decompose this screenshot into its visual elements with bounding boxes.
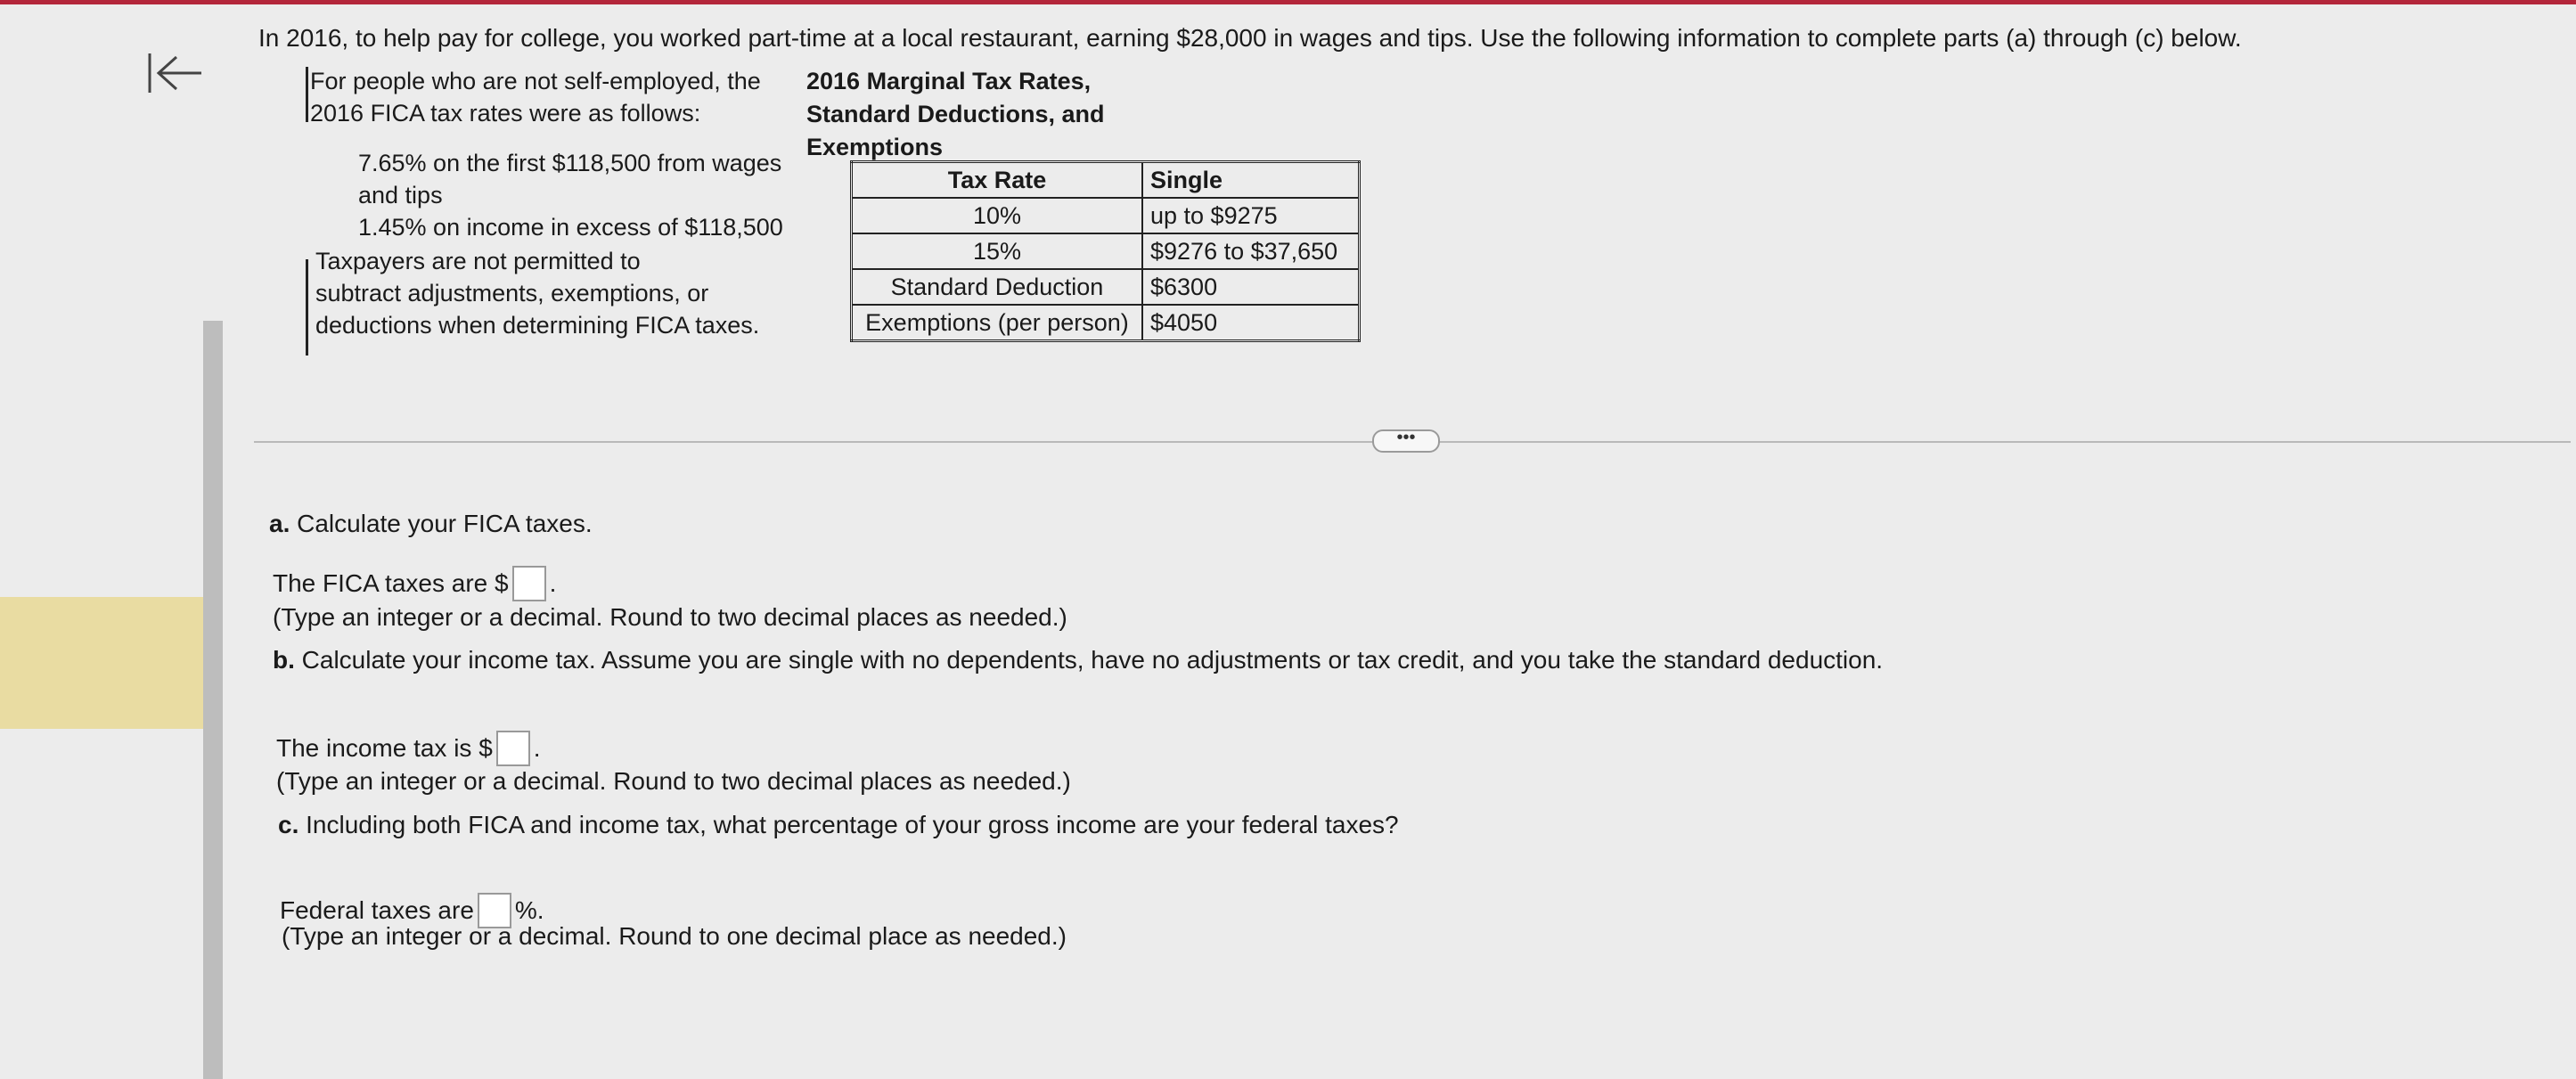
part-b-answer-line bbox=[276, 731, 541, 766]
part-c-letter: c. bbox=[278, 811, 299, 838]
table-row bbox=[852, 269, 1360, 305]
fica-rate1b: and tips bbox=[358, 182, 443, 208]
part-b-hint: (Type an integer or a decimal. Round to two decimal places as needed.) bbox=[276, 767, 1071, 795]
fica-info-box bbox=[307, 65, 841, 341]
fica-rate2: 1.45% on income in excess of $118,500 bbox=[358, 214, 783, 241]
rates-title-line2: Standard Deductions, and bbox=[806, 101, 1105, 127]
fica-note3: deductions when determining FICA taxes. bbox=[315, 312, 760, 339]
part-a-answer-prefix: The FICA taxes are $ bbox=[273, 569, 509, 597]
table-row bbox=[852, 198, 1360, 233]
row-label: Exemptions (per person) bbox=[852, 305, 1143, 341]
fica-taxes-input[interactable] bbox=[512, 566, 546, 601]
fica-line1: For people who are not self-employed, the bbox=[310, 68, 761, 94]
left-scrollbar-track[interactable] bbox=[203, 321, 223, 1079]
part-c-text: Including both FICA and income tax, what percentage of your gross income are your federal taxes? bbox=[298, 811, 1399, 838]
row-value: $4050 bbox=[1142, 305, 1360, 341]
arrow-left-bar-icon bbox=[143, 46, 214, 100]
rates-title-line1: 2016 Marginal Tax Rates, bbox=[806, 68, 1092, 94]
rates-table-title bbox=[806, 65, 1163, 164]
part-b-letter: b. bbox=[273, 646, 295, 674]
more-options-button[interactable]: ••• bbox=[1372, 429, 1440, 453]
rates-title-line3: Exemptions bbox=[806, 134, 944, 160]
header-tax-rate: Tax Rate bbox=[852, 162, 1143, 199]
row-label: 15% bbox=[852, 233, 1143, 269]
row-label: Standard Deduction bbox=[852, 269, 1143, 305]
table-row bbox=[852, 305, 1360, 341]
table-header-row bbox=[852, 162, 1360, 199]
problem-intro: In 2016, to help pay for college, you worked part-time at a local restaurant, earning $28,000 in wages and tips. Use the following information to complete parts (a) through (c) below. bbox=[258, 24, 2242, 52]
part-c-answer-prefix: Federal taxes are bbox=[280, 896, 474, 924]
tax-rates-table bbox=[850, 160, 1361, 342]
fica-note1: Taxpayers are not permitted to bbox=[315, 248, 641, 274]
part-a-answer-line bbox=[273, 566, 556, 601]
fica-line2: 2016 FICA tax rates were as follows: bbox=[310, 100, 701, 127]
row-value: $6300 bbox=[1142, 269, 1360, 305]
part-b-answer-prefix: The income tax is $ bbox=[276, 734, 493, 762]
part-a-question bbox=[269, 510, 593, 538]
part-c-answer-suffix: %. bbox=[514, 896, 544, 924]
part-a-answer-suffix: . bbox=[549, 569, 557, 597]
collapse-back-button[interactable] bbox=[143, 46, 214, 100]
part-c-question bbox=[278, 811, 1399, 839]
part-a-letter: a. bbox=[269, 510, 290, 537]
row-value: $9276 to $37,650 bbox=[1142, 233, 1360, 269]
part-c-hint: (Type an integer or a decimal. Round to one decimal place as needed.) bbox=[282, 922, 1067, 950]
header-single: Single bbox=[1142, 162, 1360, 199]
part-a-hint: (Type an integer or a decimal. Round to two decimal places as needed.) bbox=[273, 603, 1067, 631]
part-a-text: Calculate your FICA taxes. bbox=[290, 510, 593, 537]
left-panel-highlight bbox=[0, 597, 212, 729]
row-label: 10% bbox=[852, 198, 1143, 233]
fica-note2: subtract adjustments, exemptions, or bbox=[315, 280, 709, 307]
table-row bbox=[852, 233, 1360, 269]
part-b-question bbox=[273, 646, 1883, 674]
fica-rate1a: 7.65% on the first $118,500 from wages bbox=[358, 150, 782, 176]
row-value: up to $9275 bbox=[1142, 198, 1360, 233]
part-b-text: Calculate your income tax. Assume you are single with no dependents, have no adjustments or tax credit, and you take the standard deduction. bbox=[294, 646, 1884, 674]
question-content bbox=[223, 4, 2576, 1079]
income-tax-input[interactable] bbox=[496, 731, 530, 766]
part-b-answer-suffix: . bbox=[533, 734, 541, 762]
